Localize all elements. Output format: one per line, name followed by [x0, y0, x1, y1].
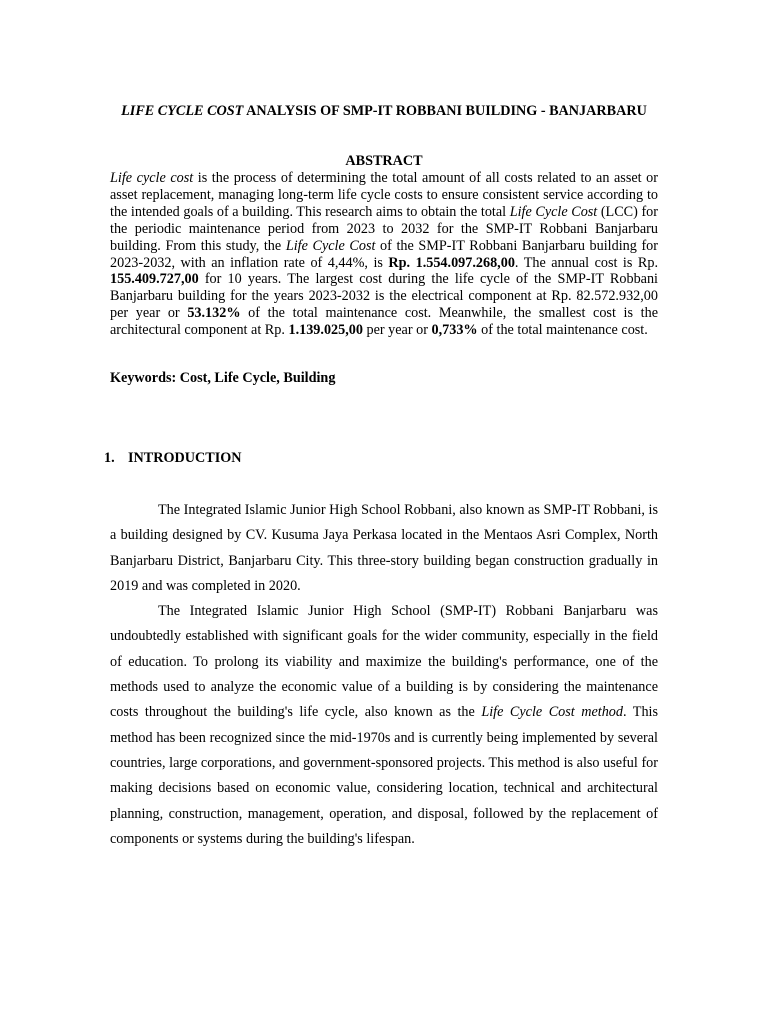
abstract-body-segment: is the process of determining the total amount of all costs related to an asset or asset replacement, managing long-term life cycle costs to ensure consistent service according to the intended goals of a building. This research aims to obtain the total	[110, 170, 658, 220]
abstract-body-segment: for 10 years. The largest cost during the life cycle of the SMP-IT Robbani Banjarbaru building for the years 2023-2032 is the electrical component at Rp. 82.572.932,00 per year or	[110, 271, 658, 322]
abstract-body-segment: (LCC) for the periodic maintenance period from 2023 to 2032 for the SMP-IT Robbani Banjarbaru building. From this study, the	[110, 203, 658, 254]
intro-paragraph-1	[110, 498, 658, 599]
abstract-body-segment: per year or	[362, 322, 432, 339]
abstract-body	[110, 170, 658, 339]
abstract-body-segment: 0,733%	[431, 322, 478, 339]
abstract-body-segment: . The annual cost is Rp.	[514, 254, 658, 271]
paper-title-italic: LIFE CYCLE COST	[121, 103, 244, 119]
section-title: INTRODUCTION	[128, 450, 242, 466]
abstract-heading: ABSTRACT	[345, 153, 423, 169]
abstract-body-segment: of the SMP-IT Robbani Banjarbaru building for 2023-2032, with an inflation rate of 4,44%, is	[110, 237, 658, 271]
abstract-body-segment: Life cycle cost	[110, 170, 194, 186]
intro-paragraph-1-segment: The Integrated Islamic Junior High School Robbani, also known as SMP-IT Robbani, is a building designed by CV. Kusuma Jaya Perkasa located in the Mentaos Asri Complex, North Banjarbaru District, Banjarbaru City. This three-story building began construction gradually in 2019 and was completed in 2020.	[110, 502, 658, 594]
abstract-body-segment: Rp. 1.554.097.268,00	[388, 254, 515, 271]
abstract-body-segment: Life Cycle Cost	[509, 203, 598, 220]
section-number: 1.	[104, 450, 115, 466]
abstract-body-segment: 53.132%	[187, 305, 241, 322]
intro-paragraph-2-segment: . This method has been recognized since the mid-1970s and is currently being implemented by several countries, large corporations, and government-sponsored projects. This method is also useful for making decisions based on economic value, considering location, technical and architectural planning, construction, management, operation, and disposal, followed by the replacement of components or systems during the building's lifespan.	[110, 704, 658, 847]
abstract-body-segment: 1.139.025,00	[288, 322, 363, 339]
abstract-body-segment: of the total maintenance cost. Meanwhile, the smallest cost is the architectural component at Rp.	[110, 305, 658, 339]
intro-paragraph-2	[110, 599, 658, 852]
paper-title	[110, 103, 658, 120]
abstract-body-segment: Life Cycle Cost	[285, 237, 376, 254]
paper-title-rest: ANALYSIS OF SMP-IT ROBBANI BUILDING - BANJARBARU	[243, 103, 647, 119]
keywords: Keywords: Cost, Life Cycle, Building	[110, 370, 336, 386]
intro-paragraph-2-segment: The Integrated Islamic Junior High School (SMP-IT) Robbani Banjarbaru was undoubtedly established with significant goals for the wider community, especially in the field of education. To prolong its viability and maximize the building's performance, one of the methods used to analyze the economic value of a building is by considering the maintenance costs throughout the building's life cycle, also known as the	[110, 603, 658, 721]
introduction-body	[110, 498, 658, 852]
abstract-body-segment: 155.409.727,00	[110, 271, 199, 288]
abstract-body-segment: of the total maintenance cost.	[477, 322, 648, 339]
section-heading-introduction	[104, 450, 242, 467]
intro-paragraph-2-segment: Life Cycle Cost method	[481, 704, 623, 721]
